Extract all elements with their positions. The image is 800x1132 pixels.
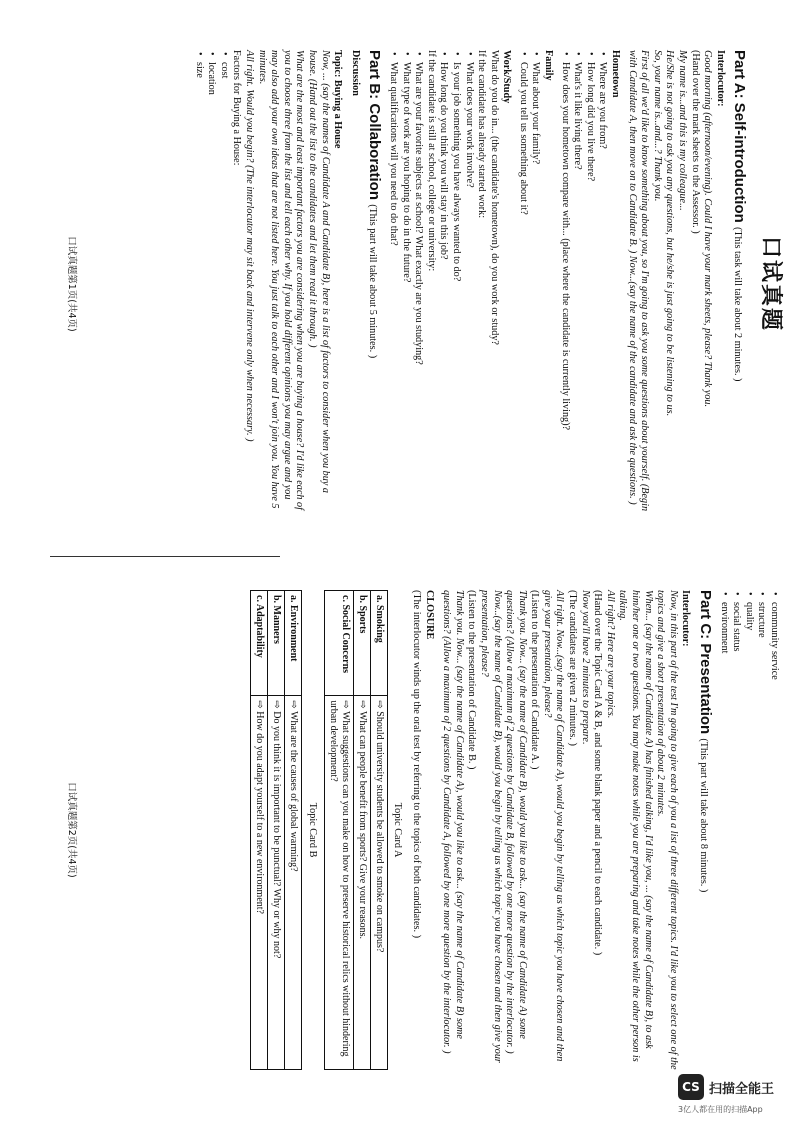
part-a-title — [731, 50, 749, 518]
list-item: • What qualifications will you need to do that? — [386, 62, 399, 518]
list-item: • How long did you live there? — [583, 62, 596, 518]
topic-question: ⇨ What suggestions can you make on how to preserve historical relics without hindering urban development? — [324, 696, 353, 1070]
hometown-list — [558, 50, 608, 518]
script-line: Thank you. Now... (say the name of Candidate B), would you like to ask... (say the name of Candidate A) some questions? (Allow a maximum of 2 questions by Candidate B, followed by one more question by the interlocutor. ) — [504, 590, 528, 1054]
topic-question: ⇨ Should university students be allowed to smoke on campus? — [370, 696, 387, 1070]
script-line: Good morning (afternoon/evening). Could I have your mark sheets, please? Thank you. — [702, 50, 714, 408]
scanner-tagline: 3亿人都在用的扫描App — [678, 1105, 763, 1114]
part-b-heading: Part B: Collaboration — [366, 50, 384, 201]
factors-list — [192, 50, 230, 518]
topic-question: ⇨ What are the causes of global warming? — [285, 696, 302, 1070]
page-title: 口试真题 — [758, 235, 783, 332]
topic-label: c. Social Concerns — [324, 591, 353, 696]
work-list — [437, 50, 475, 518]
factors-list-continued — [717, 590, 780, 1070]
part-b-title — [366, 50, 384, 518]
list-item: • social status — [730, 602, 743, 1070]
table-row — [268, 591, 285, 1070]
list-item: • structure — [755, 602, 768, 1070]
topic-label: b. Manners — [268, 591, 285, 696]
script-line: (Listen to the presentation of Candidate A. ) — [529, 590, 541, 770]
page-footer: 口试真题第1页(共4页) — [65, 236, 77, 332]
list-item: • Is your job something you have always wanted to do? — [449, 62, 462, 518]
script-line: If the candidate is still at school, college or university: — [425, 50, 437, 272]
list-item: • What are your favorite subjects at school? What exactly are you studying? — [412, 62, 425, 518]
list-item: • community service — [767, 602, 780, 1070]
table-row — [285, 591, 302, 1070]
closure-line: (The interlocutor winds up the oral test by referring to the topics of both candidates. ) — [410, 590, 422, 938]
list-item: • cost — [217, 62, 230, 518]
page-two — [60, 590, 780, 1070]
page-one — [60, 50, 783, 518]
list-item: • How long do you think you will stay in this job? — [437, 62, 450, 518]
script-line: So, your name is...and...? Thank you. — [651, 50, 663, 202]
work-study-label: Work/Study — [501, 50, 513, 104]
scanner-app-name: 扫描全能王 — [709, 1082, 775, 1097]
hometown-label: Hometown — [610, 50, 622, 98]
list-item: • quality — [742, 602, 755, 1070]
script-line: All right. Would you begin? (The interlocutor may sit back and intervene only when necessary. ) — [244, 50, 256, 442]
table-row — [353, 591, 370, 1070]
family-label: Family — [543, 50, 555, 81]
list-item: • What about your family? — [529, 62, 542, 518]
table-row — [370, 591, 387, 1070]
list-item: • What does your work involve? — [462, 62, 475, 518]
factors-label: Factors for Buying a House: — [231, 50, 243, 166]
topic-question: ⇨ How do you adapt yourself to a new environment? — [251, 696, 268, 1070]
script-line: Thank you. Now... (say the name of Candidate A), would you like to ask... (say the name of Candidate B) some questions? (Allow a maximum of 2 questions by Candidate A, followed by one more question by the interlocutor. ) — [441, 590, 465, 1054]
topic-card-b-title: Topic Card B — [306, 802, 318, 858]
topic-card-a-title: Topic Card A — [392, 802, 404, 858]
script-line: Now...(say the name of Candidate B), would you begin by telling us which topic you have chosen and then give your presentation, please? — [478, 590, 503, 1063]
topic-label: b. Sports — [353, 591, 370, 696]
list-item: • location — [205, 62, 218, 518]
script-line: Now, ... (say the names of Candidate A and Candidate B), here is a list of factors to consider when you buy a house. (Hand out the list to the candidates and let them read it through. ) — [307, 50, 331, 494]
topic-line: Topic: Buying a House — [332, 50, 344, 149]
interlocutor-label: Interlocutor: — [680, 590, 692, 647]
script-line: What are the most and least important factors you are considering when you are buying a house? I'd like each of you to choose three from the list and tell each other why. If you hold different opinions you may argue and you may also add your own ideas that are not listed here. You just talk to each other and I won't join you. You have 5 minutes. — [256, 50, 306, 510]
script-line: (Hand over the Topic Card A & B, and some blank paper and a pencil to each candidate. ) — [592, 590, 604, 956]
topic-label: a. Smoking — [370, 591, 387, 696]
table-row — [251, 591, 268, 1070]
part-a-heading: Part A: Self-introduction — [731, 50, 749, 223]
part-a-note: (This task will take about 2 minutes. ) — [732, 226, 744, 382]
scanner-watermark — [678, 1074, 788, 1114]
study-list — [386, 50, 424, 518]
interlocutor-label: Interlocutor: — [714, 50, 726, 107]
script-line: My name is...and this is my colleague... — [677, 50, 689, 211]
topic-card-b — [250, 590, 302, 1070]
script-line: First of all we'd like to know something about you, so I'm going to ask you some questions about yourself. (Begin with Candidate A, then move on to Candidate B. ) Now...(say the name of the candidate and ask the questions. ) — [626, 50, 651, 512]
list-item: • Could you tell us something about it? — [516, 62, 529, 518]
part-c-title — [696, 590, 715, 1070]
script-line: Now, in this part of the test I'm going to give each of you a list of three different topics. I'd like you to select one of the topics and give a short presentation of about 2 minutes. — [655, 590, 679, 1070]
script-line: When... (say the name of Candidate A) has finished talking, I'd like you, ... (say the name of Candidate B), to ask him/her one or two questions. You may make notes while you are preparing and take notes while the other person is talking. — [617, 590, 654, 1062]
script-line: All right? Here are your topics. — [604, 590, 616, 719]
page-divider — [50, 556, 280, 557]
page-footer: 口试真题第2页(共4页) — [65, 782, 77, 878]
part-c-heading: Part C: Presentation — [697, 590, 715, 735]
script-line: (Listen to the presentation of Candidate B. ) — [466, 590, 478, 770]
discussion-label: Discussion — [349, 50, 361, 96]
script-line: Now you'll have 2 minutes to prepare. — [579, 590, 591, 745]
script-line: (The candidates are given 2 minutes. ) — [567, 590, 579, 746]
topic-question: ⇨ Do you think it is important to be punctual? Why or why not? — [268, 696, 285, 1070]
list-item: • What's it like living there? — [571, 62, 584, 518]
table-row — [324, 591, 353, 1070]
list-item: • How does your hometown compare with... (place where the candidate is currently living)? — [558, 62, 571, 518]
list-item: • size — [192, 62, 205, 518]
list-item: • environment — [717, 602, 730, 1070]
closure-label: CLOSURE — [423, 590, 435, 640]
part-c-note: (This part will take about 8 minutes. ) — [698, 738, 710, 893]
script-line: If the candidate has already started work: — [476, 50, 488, 219]
part-b-note: (This part will take about 5 minutes. ) — [367, 204, 379, 359]
list-item: • Where are you from? — [596, 62, 609, 518]
list-item: • What type of work are you hoping to do in the future? — [399, 62, 412, 518]
script-line: (Hand over the mark sheets to the Assessor. ) — [689, 50, 701, 234]
camscanner-logo-icon: CS — [678, 1074, 704, 1100]
script-line: All right. Now...(say the name of Candidate A), would you begin by telling us which topic you have chosen and then give your presentation, please? — [541, 590, 566, 1062]
script-line: What do you do in... (the candidate's hometown), do you work or study? — [488, 50, 500, 345]
topic-question: ⇨ What can people benefit from sports? Give your reasons. — [353, 696, 370, 1070]
script-line: He/She is not going to ask you any questions, but he/she is just going to be listening to us. — [664, 50, 676, 417]
topic-label: a. Environment — [285, 591, 302, 696]
topic-label: c. Adaptability — [251, 591, 268, 696]
family-list — [516, 50, 541, 518]
topic-card-a — [324, 590, 388, 1070]
